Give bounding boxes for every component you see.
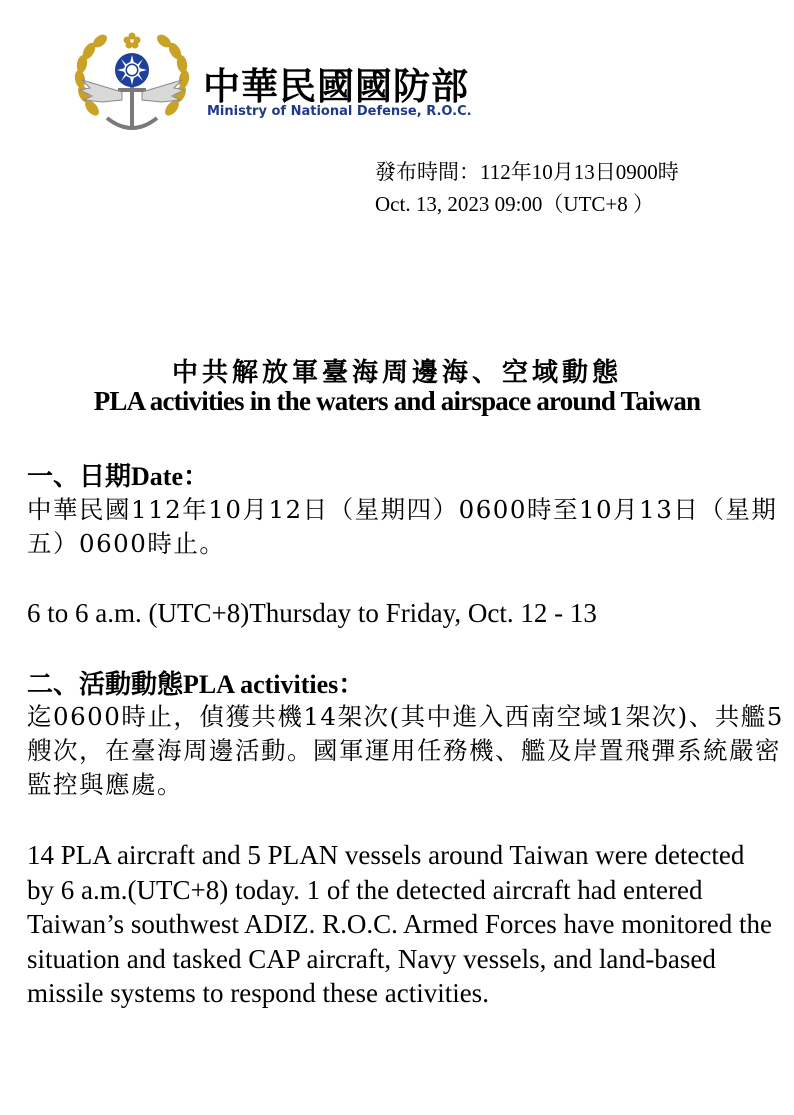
mnd-emblem-icon <box>62 30 202 140</box>
section-date-heading-en: Date <box>131 462 183 491</box>
section-date-body-en: 6 to 6 a.m. (UTC+8)Thursday to Friday, Oct. 12 - 13 <box>27 598 597 628</box>
section-activities-body-en: 14 PLA aircraft and 5 PLAN vessels around Taiwan were detected by 6 a.m.(UTC+8) today. 1 of the detected aircraft had entered Taiwan’s southwest ADIZ. R.O.C. Armed Forces have monitored the situation and tasked CAP aircraft, Navy vessels, and land-based missile systems to respond these activities. <box>27 840 772 1008</box>
section-activities-heading <box>27 664 364 701</box>
ministry-name-zh: 中華民國國防部 <box>203 65 469 108</box>
section-date-heading-colon: ： <box>183 462 210 492</box>
section-activities-heading-zh: 二、活動動態 <box>27 670 184 700</box>
wheat-wreath-left-icon <box>74 32 110 118</box>
section-activities-body-zh: 迄0600時止，偵獲共機14架次(其中進入西南空域1架次)、共艦5艘次，在臺海周邊活動。國軍運用任務機、艦及岸置飛彈系統嚴密監控與應處。 <box>27 702 784 799</box>
section-activities-heading-en: PLA activities <box>183 670 339 699</box>
section-date-body-zh: 中華民國112年10月12日（星期四）0600時至10月13日（星期五）0600時止。 <box>27 495 778 558</box>
release-time-en: Oct. 13, 2023 09:00（UTC+8 ） <box>375 192 654 216</box>
ministry-name-en: Ministry of National Defense, R.O.C. <box>207 104 472 119</box>
wheat-wreath-right-icon <box>155 32 191 118</box>
plum-blossom-icon <box>124 33 141 49</box>
document-title-zh: 中共解放軍臺海周邊海、空域動態 <box>171 358 622 388</box>
release-time <box>375 156 679 220</box>
release-time-zh: 發布時間：112年10月13日0900時 <box>375 160 679 184</box>
document-title-en: PLA activities in the waters and airspace around Taiwan <box>93 386 701 416</box>
section-date-heading-zh: 一、日期 <box>27 462 132 492</box>
section-date-heading <box>27 456 209 493</box>
section-activities-heading-colon: ： <box>338 670 365 700</box>
